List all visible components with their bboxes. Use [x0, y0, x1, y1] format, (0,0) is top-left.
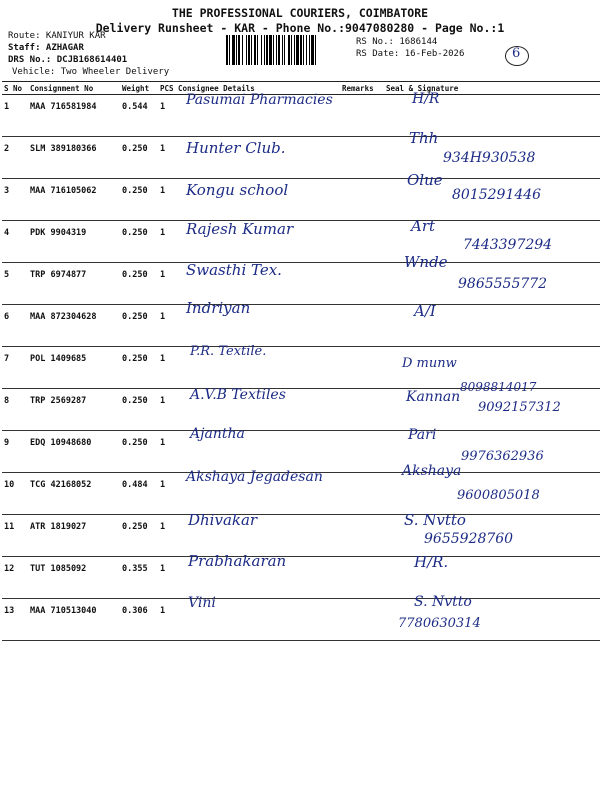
cell-weight: 0.355	[120, 557, 158, 599]
cell-weight: 0.544	[120, 95, 158, 137]
cell-sno: 13	[2, 599, 28, 641]
cell-consignment: ATR 1819027	[28, 515, 120, 557]
cell-consignment: TCG 42168052	[28, 473, 120, 515]
table-row	[2, 431, 600, 473]
cell-pcs: 1	[158, 515, 176, 557]
cell-pcs: 1	[158, 137, 176, 179]
cell-weight: 0.306	[120, 599, 158, 641]
cell-remarks	[340, 221, 384, 263]
phone-handwriting: 7443397294	[463, 237, 553, 253]
cell-consignee	[176, 299, 340, 347]
consignee-handwriting: Ajantha	[190, 426, 245, 442]
cell-signature	[384, 347, 600, 394]
cell-consignee	[176, 511, 340, 557]
cell-consignee	[176, 179, 340, 221]
col-pcs: PCS	[158, 82, 176, 95]
cell-consignment: SLM 389180366	[28, 137, 120, 179]
cell-consignment: TRP 2569287	[28, 389, 120, 431]
cell-signature	[384, 511, 600, 557]
cell-sno: 12	[2, 557, 28, 599]
table-row	[2, 473, 600, 515]
company-title: THE PROFESSIONAL COURIERS, COIMBATORE	[171, 6, 429, 20]
table-row	[2, 221, 600, 263]
table-row	[2, 599, 600, 641]
phone-handwriting: 9865555772	[458, 276, 548, 292]
consignee-handwriting: Vini	[188, 595, 216, 611]
col-consignment: Consignment No	[28, 82, 120, 95]
cell-consignment: PDK 9904319	[28, 221, 120, 263]
cell-pcs: 1	[158, 599, 176, 641]
cell-pcs: 1	[158, 389, 176, 431]
cell-consignee	[176, 221, 340, 263]
cell-consignee	[176, 92, 340, 137]
cell-pcs: 1	[158, 431, 176, 473]
consignee-handwriting: Prabhakaran	[188, 552, 287, 570]
cell-signature	[384, 253, 600, 305]
runsheet-subtitle: Delivery Runsheet - KAR - Phone No.:9047080280 - Page No.:1	[95, 21, 505, 35]
cell-consignee	[176, 595, 340, 641]
circled-count-text: 6	[512, 46, 521, 61]
signature-handwriting: Pari	[408, 427, 437, 443]
signature-handwriting: Akshaya	[402, 463, 462, 479]
signature-handwriting: H/R.	[414, 553, 449, 571]
consignee-handwriting: Kongu school	[186, 181, 289, 199]
cell-remarks	[340, 179, 384, 221]
col-seal: Seal & Signature	[384, 82, 600, 95]
signature-handwriting: A/I	[414, 302, 436, 320]
cell-pcs: 1	[158, 179, 176, 221]
col-remarks: Remarks	[340, 82, 384, 95]
cell-sno: 8	[2, 389, 28, 431]
cell-signature	[384, 594, 600, 641]
barcode-image	[225, 35, 353, 65]
phone-handwriting: 9976362936	[461, 449, 544, 464]
route-label: Route: KANIYUR KAR	[8, 31, 106, 41]
cell-weight: 0.250	[120, 221, 158, 263]
cell-weight: 0.250	[120, 179, 158, 221]
table-row	[2, 347, 600, 389]
cell-consignee	[176, 469, 340, 515]
cell-pcs: 1	[158, 95, 176, 137]
phone-handwriting: 7780630314	[398, 616, 481, 631]
table-row	[2, 515, 600, 557]
cell-sno: 11	[2, 515, 28, 557]
consignee-handwriting: Rajesh Kumar	[186, 220, 294, 238]
phone-handwriting: 934H930538	[443, 150, 536, 166]
cell-consignment: MAA 710513040	[28, 599, 120, 641]
consignee-handwriting: Swasthi Tex.	[186, 261, 282, 279]
cell-pcs: 1	[158, 305, 176, 347]
table-row	[2, 263, 600, 305]
cell-signature	[384, 389, 600, 431]
col-consignee: Consignee Details	[176, 82, 340, 95]
phone-handwriting: 8098814017	[460, 380, 537, 394]
signature-handwriting: S. Nvtto	[414, 594, 472, 610]
cell-remarks	[340, 389, 384, 431]
signature-handwriting: Olue	[407, 171, 443, 189]
drs-number: DRS No.: DCJB168614401	[8, 55, 128, 65]
cell-consignment: POL 1409685	[28, 347, 120, 389]
cell-consignment: MAA 716105062	[28, 179, 120, 221]
runsheet-table-wrap	[0, 81, 600, 637]
cell-consignee	[176, 552, 340, 599]
cell-consignee	[176, 389, 340, 431]
cell-sno: 7	[2, 347, 28, 389]
table-row	[2, 95, 600, 137]
consignee-handwriting: Pasumai Pharmacies	[186, 92, 333, 108]
cell-sno: 6	[2, 305, 28, 347]
rs-number: RS No.: 1686144	[356, 37, 438, 47]
cell-signature	[384, 171, 600, 221]
cell-pcs: 1	[158, 221, 176, 263]
cell-signature	[384, 463, 600, 515]
vehicle-label: Vehicle: Two Wheeler Delivery	[12, 67, 170, 77]
cell-weight: 0.250	[120, 389, 158, 431]
cell-weight: 0.250	[120, 263, 158, 305]
cell-remarks	[340, 137, 384, 179]
cell-consignment: EDQ 10948680	[28, 431, 120, 473]
cell-remarks	[340, 473, 384, 515]
table-row	[2, 557, 600, 599]
cell-pcs: 1	[158, 557, 176, 599]
cell-remarks	[340, 263, 384, 305]
cell-sno: 2	[2, 137, 28, 179]
cell-sno: 4	[2, 221, 28, 263]
cell-consignment: TRP 6974877	[28, 263, 120, 305]
cell-consignment: MAA 872304628	[28, 305, 120, 347]
cell-sno: 1	[2, 95, 28, 137]
consignee-handwriting: A.V.B Textiles	[190, 387, 286, 403]
cell-consignment: TUT 1085092	[28, 557, 120, 599]
phone-handwriting: 9092157312	[478, 400, 561, 415]
phone-handwriting: 8015291446	[452, 187, 542, 203]
cell-weight: 0.250	[120, 305, 158, 347]
cell-consignee	[176, 344, 340, 389]
cell-weight: 0.250	[120, 515, 158, 557]
cell-remarks	[340, 599, 384, 641]
cell-signature	[384, 553, 600, 599]
cell-remarks	[340, 347, 384, 389]
consignee-handwriting: Hunter Club.	[186, 139, 286, 157]
phone-handwriting: 9600805018	[457, 488, 540, 503]
table-row	[2, 389, 600, 431]
signature-handwriting: Thh	[409, 129, 439, 147]
cell-weight: 0.484	[120, 473, 158, 515]
cell-signature	[384, 302, 600, 347]
signature-handwriting: Art	[411, 217, 436, 235]
cell-sno: 3	[2, 179, 28, 221]
consignee-handwriting: Indriyan	[186, 299, 251, 317]
cell-remarks	[340, 95, 384, 137]
staff-label: Staff: AZHAGAR	[8, 43, 84, 53]
signature-handwriting: S. Nvtto	[404, 511, 466, 529]
signature-handwriting: Wnde	[404, 253, 448, 271]
cell-consignment: MAA 716581984	[28, 95, 120, 137]
table-row	[2, 179, 600, 221]
cell-sno: 10	[2, 473, 28, 515]
rs-date: RS Date: 16-Feb-2026	[356, 49, 465, 59]
cell-weight: 0.250	[120, 347, 158, 389]
phone-handwriting: 9655928760	[424, 531, 514, 547]
cell-sno: 5	[2, 263, 28, 305]
cell-pcs: 1	[158, 347, 176, 389]
table-row	[2, 137, 600, 179]
signature-handwriting: D munw	[402, 356, 457, 371]
cell-remarks	[340, 557, 384, 599]
cell-pcs: 1	[158, 473, 176, 515]
cell-remarks	[340, 305, 384, 347]
consignee-handwriting: Akshaya Jegadesan	[186, 469, 323, 485]
cell-weight: 0.250	[120, 137, 158, 179]
table-row	[2, 305, 600, 347]
cell-remarks	[340, 431, 384, 473]
signature-handwriting: H/R	[412, 91, 440, 107]
cell-sno: 9	[2, 431, 28, 473]
consignee-handwriting: Dhivakar	[188, 511, 258, 529]
signature-handwriting: Kannan	[406, 389, 461, 405]
col-weight: Weight	[120, 82, 158, 95]
cell-pcs: 1	[158, 263, 176, 305]
cell-weight: 0.250	[120, 431, 158, 473]
cell-remarks	[340, 515, 384, 557]
consignee-handwriting: P.R. Textile.	[190, 344, 267, 359]
col-sno: S No	[2, 82, 28, 95]
cell-consignee	[176, 426, 340, 473]
cell-consignee	[176, 137, 340, 179]
runsheet-table	[2, 81, 600, 641]
